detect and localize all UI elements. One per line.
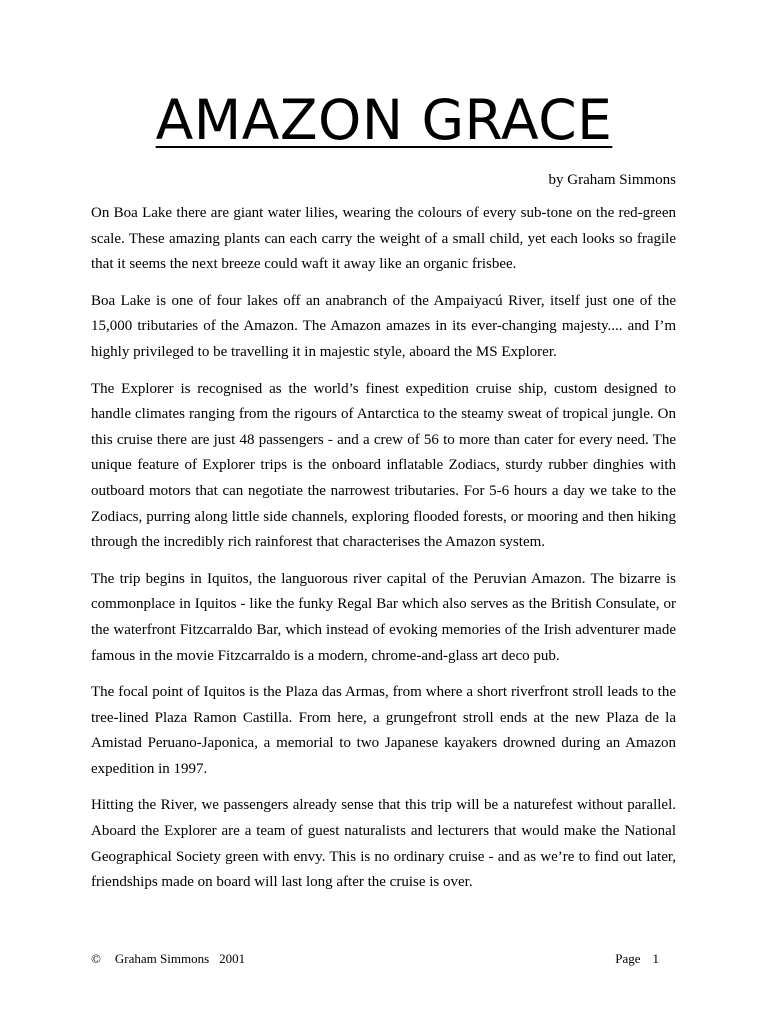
footer-author: Graham Simmons (114, 951, 210, 966)
page-footer (91, 950, 659, 968)
page-label: Page (615, 951, 641, 966)
paragraph: The focal point of Iquitos is the Plaza das Armas, from where a short riverfront stroll leads to the tree-lined Plaza Ramon Castilla. From here, a grungefront stroll ends at the new Plaza de la Amistad Peruano-Japonica, a memorial to two Japanese kayakers drowned during an Amazon expedition in 1997. (91, 684, 676, 777)
footer-page-number (615, 950, 659, 968)
paragraph: The Explorer is recognised as the world’s finest expedition cruise ship, custom designed to handle climates ranging from the rigours of Antarctica to the steamy sweat of tropical jungle. On this cruise there are just 48 passengers - and a crew of 56 to more than cater for every need. The unique feature of Explorer trips is the onboard inflatable Zodiacs, sturdy rubber dinghies with outboard motors that can negotiate the narrowest tributaries. For 5-6 hours a day we take to the Zodiacs, purring along little side channels, exploring flooded forests, or mooring and then hiking through the incredibly rich rainforest that characterises the Amazon system. (91, 380, 676, 551)
byline: by Graham Simmons (548, 172, 676, 188)
footer-year: 2001 (219, 951, 246, 966)
document-title (0, 84, 768, 156)
paragraph: Boa Lake is one of four lakes off an anabranch of the Ampaiyacú River, itself just one of the 15,000 tributaries of the Amazon. The Amazon amazes in its ever-changing majesty.... and I’m highly privileged to be travelling it in majestic style, aboard the MS Explorer. (91, 292, 676, 360)
document-title-text: AMAZON GRACE (155, 88, 613, 152)
article-body (91, 201, 676, 907)
paragraph: On Boa Lake there are giant water lilies, wearing the colours of every sub-tone on the red-green scale. These amazing plants can each carry the weight of a small child, yet each looks so fragile that it seems the next breeze could waft it away like an organic frisbee. (91, 205, 676, 273)
page-number: 1 (652, 951, 659, 966)
copyright-symbol: © (91, 951, 101, 966)
footer-copyright (91, 950, 245, 968)
paragraph: The trip begins in Iquitos, the languorous river capital of the Peruvian Amazon. The bizarre is commonplace in Iquitos - like the funky Regal Bar which also serves as the British Consulate, or the waterfront Fitzcarraldo Bar, which instead of evoking memories of the Irish adventurer made famous in the movie Fitzcarraldo is a modern, chrome-and-glass art deco pub. (91, 570, 676, 664)
paragraph: Hitting the River, we passengers already sense that this trip will be a naturefest without parallel. Aboard the Explorer are a team of guest naturalists and lecturers that would make the National Geographical Society green with envy. This is no ordinary cruise - and as we’re to find out later, friendships made on board will last long after the cruise is over. (91, 797, 676, 891)
